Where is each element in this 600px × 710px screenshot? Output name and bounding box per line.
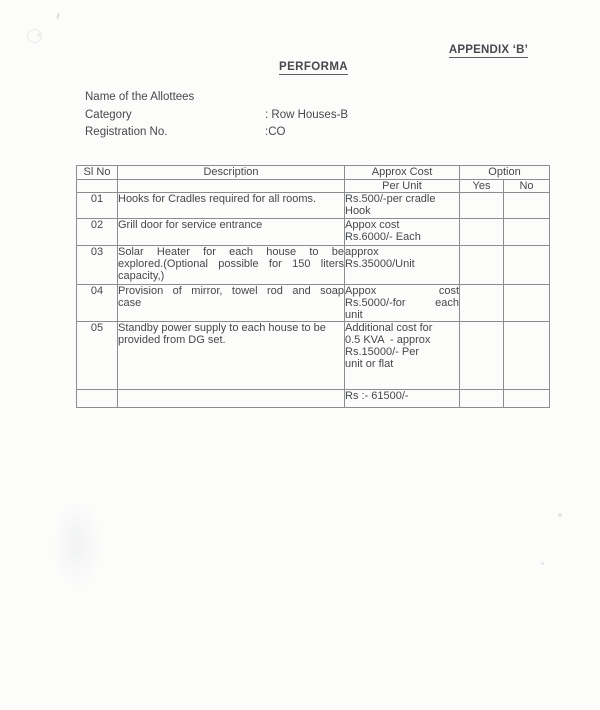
sl-no-cell: 04 (77, 285, 118, 322)
table-header-row-1 (77, 166, 550, 180)
field-label: Name of the Allottees (85, 91, 195, 103)
description-line: Solar Heater for each house to be (118, 246, 344, 258)
col-subheader-empty (77, 180, 118, 193)
cost-line: Additional cost for (345, 322, 433, 334)
description-line: provided from DG set. (118, 334, 226, 346)
option-yes-cell (460, 285, 504, 322)
description-cell (118, 193, 345, 219)
description-cell (118, 246, 345, 285)
option-yes-cell (460, 219, 504, 246)
table-row-04 (77, 285, 550, 322)
field-label: Registration No. (85, 126, 168, 138)
option-yes-cell (460, 322, 504, 390)
cost-line: Rs.35000/Unit (345, 258, 415, 270)
cost-line: Appox cost (345, 285, 459, 297)
sl-no-cell: 03 (77, 246, 118, 285)
scan-artifact-tick (56, 13, 59, 19)
description-cell (118, 322, 345, 390)
approx-cost-cell (345, 390, 460, 408)
col-subheader-no: No (504, 180, 550, 193)
description-line: Grill door for service entrance (118, 219, 263, 231)
description-line: capacity,) (118, 270, 165, 282)
description-line: case (118, 297, 142, 309)
field-category (85, 107, 348, 125)
sl-no-cell: 05 (77, 322, 118, 390)
description-cell (118, 285, 345, 322)
cost-line: approx (345, 246, 379, 258)
approx-cost-cell (345, 285, 460, 322)
option-no-cell (504, 219, 550, 246)
table-row-05 (77, 322, 550, 390)
description-line: explored.(Optional possible for 150 liters (118, 258, 344, 270)
option-no-cell (504, 322, 550, 390)
performa-table (76, 165, 550, 408)
cost-line: Rs.15000/- Per (345, 346, 419, 358)
page-title: PERFORMA (279, 61, 349, 73)
sl-no-cell (77, 390, 118, 408)
col-subheader-per-unit: Per Unit (345, 180, 460, 193)
description-line: Standby power supply to each house to be (118, 322, 326, 334)
col-header-option: Option (460, 166, 550, 180)
approx-cost-cell (345, 322, 460, 390)
cost-line: Appox cost (345, 219, 400, 231)
option-yes-cell (460, 193, 504, 219)
col-header-approx-cost: Approx Cost (345, 166, 460, 180)
option-no-cell (504, 390, 550, 408)
col-subheader-empty (118, 180, 345, 193)
cost-line: Rs.5000/-for each (345, 297, 459, 309)
scan-artifact-smudge (52, 500, 102, 590)
sl-no-cell: 01 (77, 193, 118, 219)
cost-line: Hook (345, 205, 371, 217)
col-subheader-yes: Yes (460, 180, 504, 193)
scan-artifact-dot (558, 513, 562, 517)
scan-artifact-ring (27, 29, 42, 43)
table-row-total (77, 390, 550, 408)
approx-cost-cell (345, 219, 460, 246)
allottee-fields (85, 89, 348, 142)
field-value: :CO (265, 126, 286, 138)
cost-line: 0.5 KVA - approx (345, 334, 431, 346)
cost-line: Rs.6000/- Each (345, 231, 421, 243)
field-value: : Row Houses-B (265, 108, 349, 121)
description-cell (118, 219, 345, 246)
appendix-label: APPENDIX ‘B’ (448, 44, 528, 56)
option-yes-cell (460, 390, 504, 408)
cost-line: Rs :- 61500/- (345, 390, 409, 402)
scan-artifact-dot (541, 562, 544, 565)
field-name-of-allottees (85, 89, 348, 107)
sl-no-cell: 02 (77, 219, 118, 246)
col-header-description: Description (118, 166, 345, 180)
description-line: Hooks for Cradles required for all rooms. (118, 193, 317, 205)
cost-line: unit or flat (345, 358, 394, 370)
field-registration-no (85, 124, 348, 142)
option-no-cell (504, 193, 550, 219)
description-line: Provision of mirror, towel rod and soap (118, 285, 344, 297)
option-no-cell (504, 285, 550, 322)
description-cell (118, 390, 345, 408)
cost-line: unit (345, 309, 363, 321)
cost-line: Rs.500/-per cradle (345, 193, 436, 205)
table-row-03 (77, 246, 550, 285)
field-label: Category (85, 108, 132, 121)
option-no-cell (504, 246, 550, 285)
table-row-01 (77, 193, 550, 219)
col-header-sl-no: Sl No (77, 166, 118, 180)
approx-cost-cell (345, 246, 460, 285)
table-row-02 (77, 219, 550, 246)
approx-cost-cell (345, 193, 460, 219)
table-header-row-2 (77, 180, 550, 193)
option-yes-cell (460, 246, 504, 285)
